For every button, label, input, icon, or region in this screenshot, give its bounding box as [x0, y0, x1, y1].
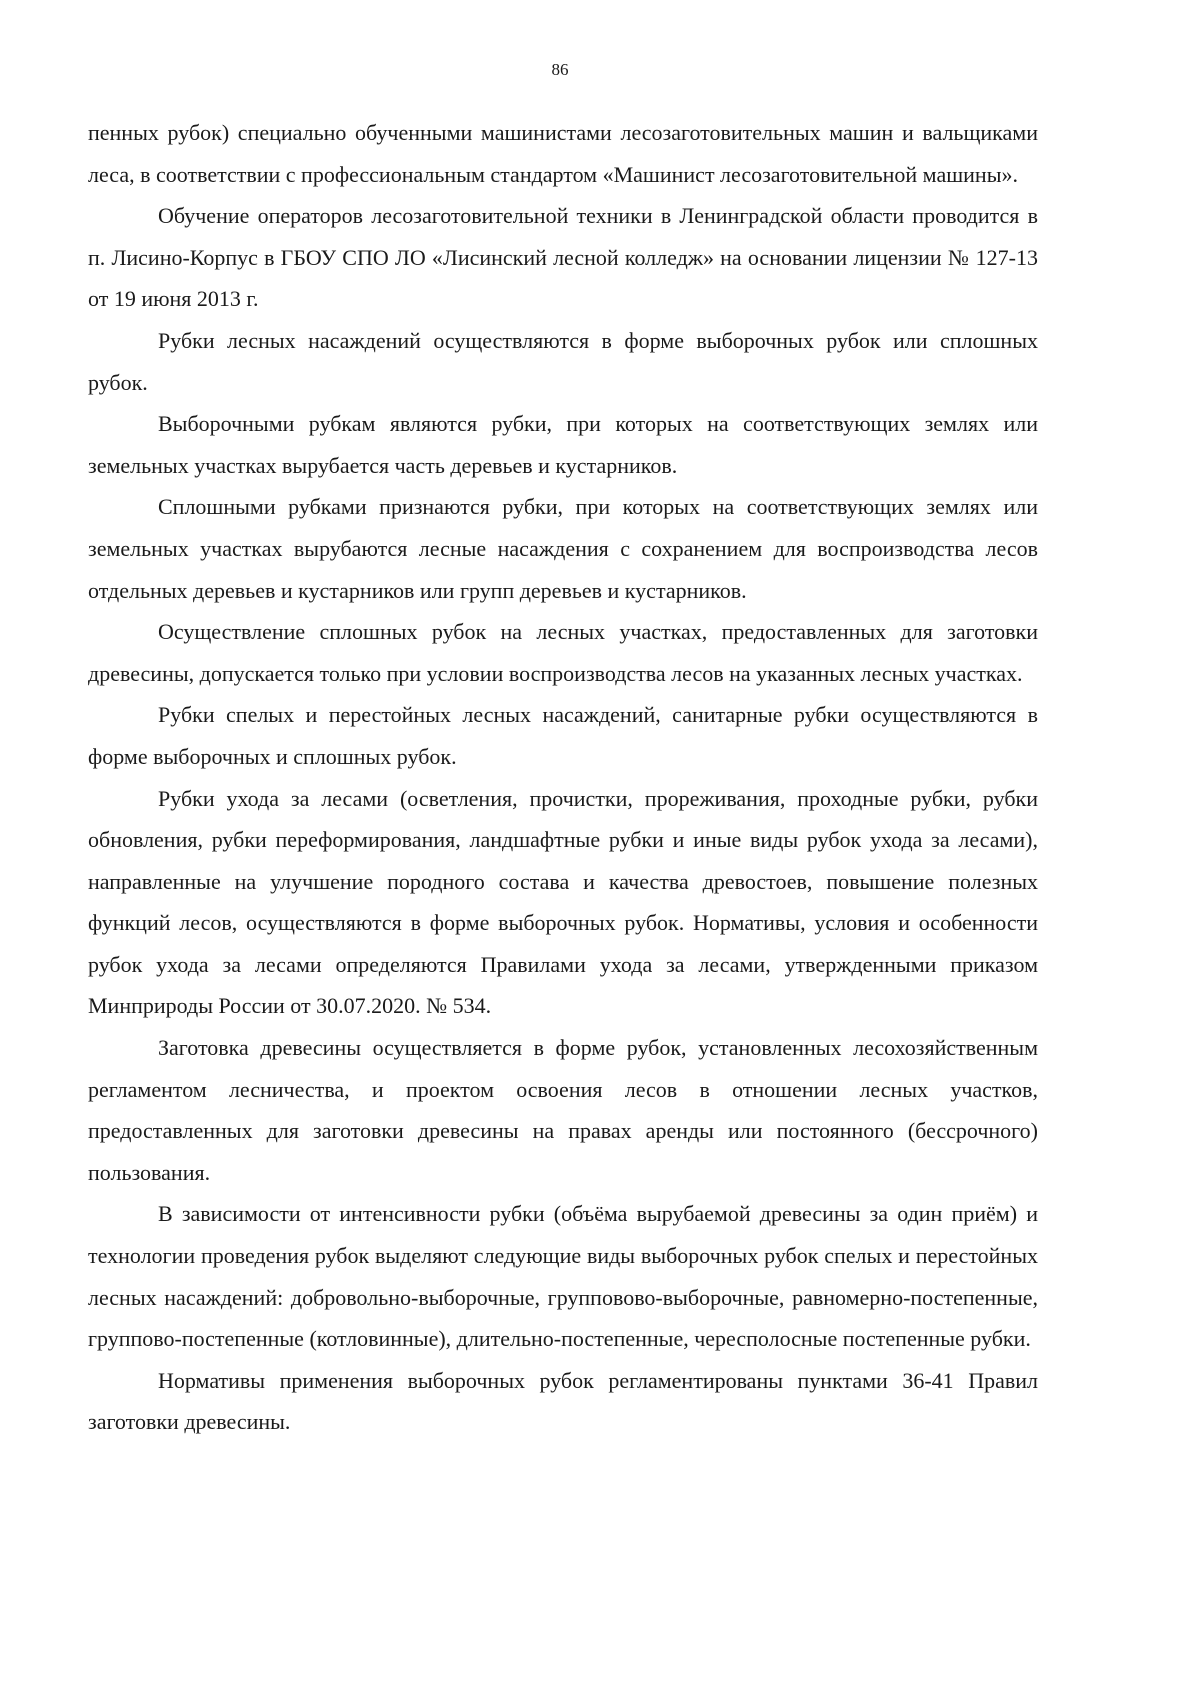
paragraph: Рубки спелых и перестойных лесных насаждений, санитарные рубки осуществляются в форме выборочных и сплошных рубок. [88, 702, 1038, 769]
paragraph: Заготовка древесины осуществляется в форме рубок, установленных лесохозяйственным регламентом лесничества, и проектом освоения лесов в отношении лесных участков, предоставленных для заготовки древесины на правах аренды или постоянного (бессрочного) пользования. [88, 1035, 1038, 1185]
paragraph: В зависимости от интенсивности рубки (объёма вырубаемой древесины за один приём) и технологии проведения рубок выделяют следующие виды выборочных рубок спелых и перестойных лесных насаждений: добровольно-выборочные, групповово-выборочные, равномерно-постепенные, группово-постепенные (котловинные), длительно-постепенные, чересполосные постепенные рубки. [88, 1201, 1038, 1352]
paragraph: Рубки лесных насаждений осуществляются в форме выборочных рубок или сплошных рубок. [88, 327, 1038, 395]
paragraph: Рубки ухода за лесами (осветления, прочистки, прореживания, проходные рубки, рубки обновления, рубки переформирования, ландшафтные рубки и иные виды рубок ухода за лесами), направленные на улучшение породного состава и качества древостоев, повышение полезных функций лесов, осуществляются в форме выборочных рубок. Нормативы, условия и особенности рубок ухода за лесами определяются Правилами ухода за лесами, утвержденными приказом Минприроды России от 30.07.2020. № 534. [88, 785, 1038, 1019]
paragraph: Обучение операторов лесозаготовительной техники в Ленинградской области проводится в п. Лисино-Корпус в ГБОУ СПО ЛО «Лисинский лесной колледж» на основании лицензии № 127-13 от 19 июня 2013 г. [88, 203, 1038, 312]
paragraph: Осуществление сплошных рубок на лесных участках, предоставленных для заготовки древесины, допускается только при условии воспроизводства лесов на указанных лесных участках. [88, 619, 1038, 686]
paragraph: Сплошными рубками признаются рубки, при которых на соответствующих землях или земельных участках вырубаются лесные насаждения с сохранением для воспроизводства лесов отдельных деревьев и кустарников или групп деревьев и кустарников. [88, 494, 1038, 603]
paragraph: пенных рубок) специально обученными машинистами лесозаготовительных машин и вальщиками леса, в соответствии с профессиональным стандартом «Машинист лесозаготовительной машины». [88, 120, 1038, 187]
paragraph: Нормативы применения выборочных рубок регламентированы пунктами 36-41 Правил заготовки древесины. [88, 1367, 1038, 1435]
document-body [88, 112, 1038, 1443]
page-number: 86 [551, 60, 569, 79]
paragraph: Выборочными рубкам являются рубки, при которых на соответствующих землях или земельных участках вырубается часть деревьев и кустарников. [88, 411, 1038, 478]
